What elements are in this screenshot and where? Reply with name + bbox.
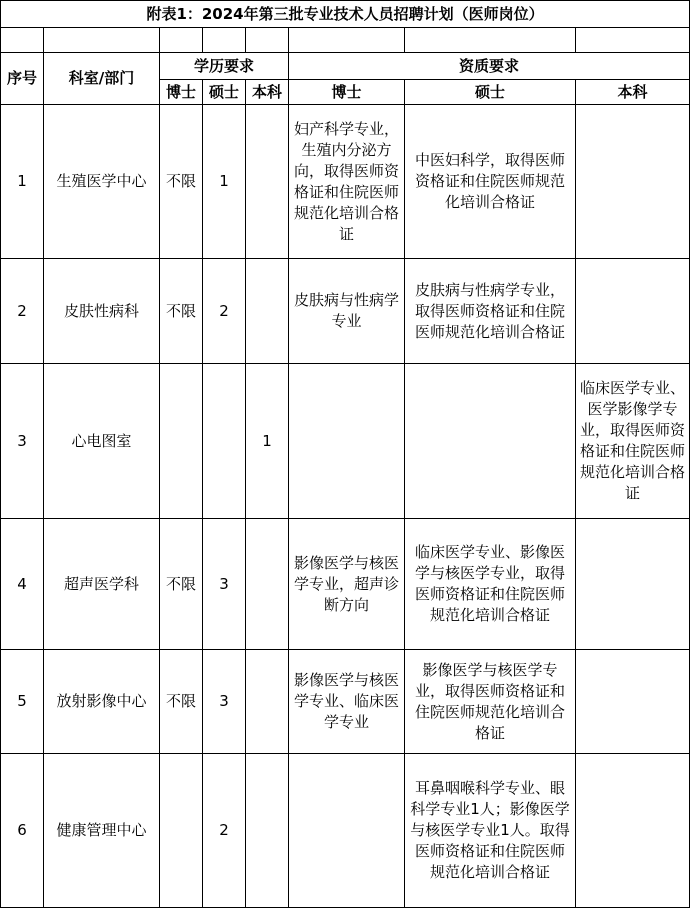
row-qual-master: 中医妇科学，取得医师资格证和住院医师规范化培训合格证 <box>405 105 576 259</box>
row-no: 1 <box>1 105 44 259</box>
row-qual-bachelor <box>576 519 690 650</box>
row-phd: 不限 <box>160 105 203 259</box>
row-dept: 健康管理中心 <box>44 754 160 908</box>
row-qual-master: 皮肤病与性病学专业，取得医师资格证和住院医师规范化培训合格证 <box>405 259 576 364</box>
row-phd: 不限 <box>160 519 203 650</box>
row-qual-phd: 影像医学与核医学专业、临床医学专业 <box>289 650 405 754</box>
row-master: 2 <box>203 754 246 908</box>
row-dept: 心电图室 <box>44 364 160 519</box>
table-row <box>1 259 690 364</box>
table-row <box>1 364 690 519</box>
header-qual-phd: 博士 <box>289 80 405 105</box>
table-title: 附表1：2024年第三批专业技术人员招聘计划（医师岗位） <box>1 1 690 28</box>
row-phd <box>160 364 203 519</box>
row-master: 3 <box>203 519 246 650</box>
row-no: 2 <box>1 259 44 364</box>
row-qual-phd <box>289 364 405 519</box>
row-qual-bachelor <box>576 259 690 364</box>
header-edu-phd: 博士 <box>160 80 203 105</box>
row-qual-phd: 影像医学与核医学专业，超声诊断方向 <box>289 519 405 650</box>
blank-row <box>1 28 690 53</box>
row-no: 6 <box>1 754 44 908</box>
row-dept: 皮肤性病科 <box>44 259 160 364</box>
header-qual-bachelor: 本科 <box>576 80 690 105</box>
row-bachelor <box>246 650 289 754</box>
row-qual-master <box>405 364 576 519</box>
row-qual-master: 影像医学与核医学专业，取得医师资格证和住院医师规范化培训合格证 <box>405 650 576 754</box>
row-no: 5 <box>1 650 44 754</box>
row-qual-bachelor: 临床医学专业、医学影像学专业，取得医师资格证和住院医师规范化培训合格证 <box>576 364 690 519</box>
row-qual-phd: 妇产科学专业，生殖内分泌方向，取得医师资格证和住院医师规范化培训合格证 <box>289 105 405 259</box>
row-dept: 超声医学科 <box>44 519 160 650</box>
row-phd: 不限 <box>160 650 203 754</box>
row-master <box>203 364 246 519</box>
row-bachelor <box>246 754 289 908</box>
header-edu-bachelor: 本科 <box>246 80 289 105</box>
table-row <box>1 519 690 650</box>
row-qual-master: 耳鼻咽喉科学专业、眼科学专业1人；影像医学与核医学专业1人。取得医师资格证和住院医师规范化培训合格证 <box>405 754 576 908</box>
row-qual-master: 临床医学专业、影像医学与核医学专业，取得医师资格证和住院医师规范化培训合格证 <box>405 519 576 650</box>
row-qual-bachelor <box>576 650 690 754</box>
row-qual-phd: 皮肤病与性病学专业 <box>289 259 405 364</box>
row-bachelor <box>246 105 289 259</box>
table-row <box>1 754 690 908</box>
row-qual-bachelor <box>576 105 690 259</box>
row-phd <box>160 754 203 908</box>
table-row <box>1 105 690 259</box>
row-dept: 放射影像中心 <box>44 650 160 754</box>
table-row <box>1 650 690 754</box>
header-qual-master: 硕士 <box>405 80 576 105</box>
row-qual-bachelor <box>576 754 690 908</box>
header-edu-master: 硕士 <box>203 80 246 105</box>
row-master: 3 <box>203 650 246 754</box>
row-master: 1 <box>203 105 246 259</box>
header-dept: 科室/部门 <box>44 53 160 105</box>
row-phd: 不限 <box>160 259 203 364</box>
row-qual-phd <box>289 754 405 908</box>
row-bachelor <box>246 259 289 364</box>
row-dept: 生殖医学中心 <box>44 105 160 259</box>
row-no: 3 <box>1 364 44 519</box>
header-qual-group: 资质要求 <box>289 53 690 80</box>
header-no: 序号 <box>1 53 44 105</box>
row-no: 4 <box>1 519 44 650</box>
row-bachelor <box>246 519 289 650</box>
row-master: 2 <box>203 259 246 364</box>
row-bachelor: 1 <box>246 364 289 519</box>
header-edu-group: 学历要求 <box>160 53 289 80</box>
